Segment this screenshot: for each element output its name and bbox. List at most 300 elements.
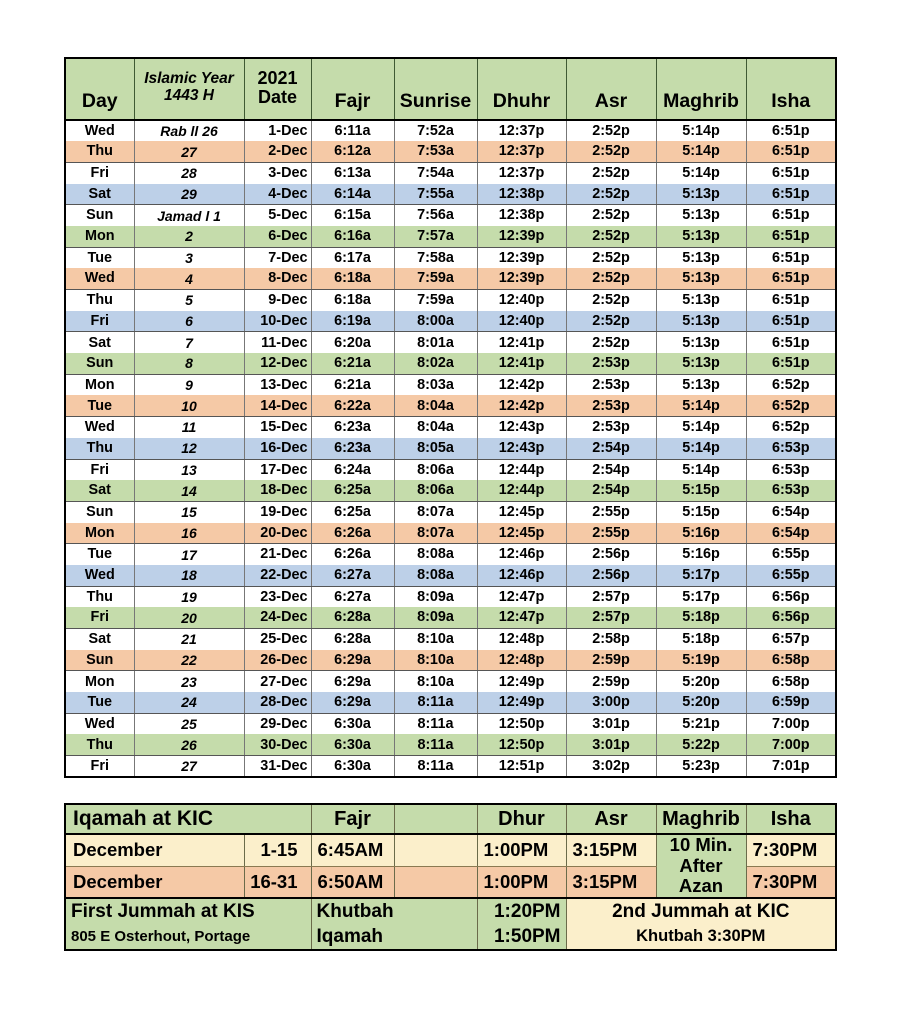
second-jummah-title: 2nd Jummah at KIC bbox=[566, 898, 836, 924]
cell-date: 30-Dec bbox=[244, 734, 311, 755]
table-row bbox=[65, 607, 836, 628]
cell-fajr: 6:28a bbox=[311, 607, 394, 628]
iqamah-fajr-2: 6:50AM bbox=[311, 866, 394, 898]
cell-isha: 7:00p bbox=[746, 734, 836, 755]
table-row bbox=[65, 565, 836, 586]
cell-dhuhr: 12:44p bbox=[477, 459, 566, 480]
cell-day: Mon bbox=[65, 671, 134, 692]
cell-maghrib: 5:14p bbox=[656, 120, 746, 141]
table-row bbox=[65, 692, 836, 713]
cell-maghrib: 5:22p bbox=[656, 734, 746, 755]
cell-sunrise: 8:11a bbox=[394, 756, 477, 777]
table-row bbox=[65, 205, 836, 226]
cell-sunrise: 8:00a bbox=[394, 311, 477, 332]
cell-hijri: 6 bbox=[134, 311, 244, 332]
cell-day: Mon bbox=[65, 374, 134, 395]
cell-day: Fri bbox=[65, 459, 134, 480]
cell-isha: 6:53p bbox=[746, 480, 836, 501]
iqamah-range-2: 16-31 bbox=[244, 866, 311, 898]
cell-isha: 6:55p bbox=[746, 565, 836, 586]
cell-sunrise: 7:54a bbox=[394, 162, 477, 183]
monthly-timetable-container bbox=[64, 57, 835, 778]
cell-fajr: 6:12a bbox=[311, 141, 394, 162]
islamic-header-line2: 1443 H bbox=[164, 87, 214, 104]
cell-sunrise: 7:52a bbox=[394, 120, 477, 141]
cell-day: Fri bbox=[65, 756, 134, 777]
cell-asr: 2:52p bbox=[566, 226, 656, 247]
cell-hijri: 5 bbox=[134, 290, 244, 311]
cell-date: 18-Dec bbox=[244, 480, 311, 501]
cell-maghrib: 5:16p bbox=[656, 523, 746, 544]
cell-dhuhr: 12:49p bbox=[477, 671, 566, 692]
cell-isha: 6:53p bbox=[746, 438, 836, 459]
date-header-line2: Date bbox=[257, 87, 297, 107]
cell-fajr: 6:18a bbox=[311, 290, 394, 311]
cell-sunrise: 8:10a bbox=[394, 629, 477, 650]
cell-dhuhr: 12:40p bbox=[477, 290, 566, 311]
cell-fajr: 6:21a bbox=[311, 374, 394, 395]
cell-sunrise: 8:01a bbox=[394, 332, 477, 353]
cell-asr: 2:52p bbox=[566, 120, 656, 141]
cell-date: 28-Dec bbox=[244, 692, 311, 713]
cell-fajr: 6:23a bbox=[311, 438, 394, 459]
cell-maghrib: 5:13p bbox=[656, 184, 746, 205]
cell-hijri: 15 bbox=[134, 501, 244, 522]
iqamah-header-maghrib: Maghrib bbox=[656, 804, 746, 834]
table-row bbox=[65, 650, 836, 671]
cell-dhuhr: 12:45p bbox=[477, 523, 566, 544]
cell-fajr: 6:18a bbox=[311, 268, 394, 289]
cell-asr: 2:57p bbox=[566, 607, 656, 628]
cell-dhuhr: 12:45p bbox=[477, 501, 566, 522]
cell-fajr: 6:20a bbox=[311, 332, 394, 353]
cell-dhuhr: 12:37p bbox=[477, 120, 566, 141]
cell-sunrise: 8:11a bbox=[394, 734, 477, 755]
cell-hijri: 7 bbox=[134, 332, 244, 353]
cell-maghrib: 5:13p bbox=[656, 311, 746, 332]
islamic-header-line1: Islamic Year bbox=[144, 70, 234, 88]
cell-fajr: 6:22a bbox=[311, 395, 394, 416]
table-row bbox=[65, 544, 836, 565]
iqamah-fajr-1: 6:45AM bbox=[311, 834, 394, 866]
cell-asr: 2:55p bbox=[566, 523, 656, 544]
cell-maghrib: 5:13p bbox=[656, 374, 746, 395]
cell-maghrib: 5:21p bbox=[656, 713, 746, 734]
cell-isha: 6:51p bbox=[746, 353, 836, 374]
iqamah-container bbox=[64, 803, 835, 951]
iqamah-spacer-2 bbox=[394, 866, 477, 898]
cell-sunrise: 8:08a bbox=[394, 565, 477, 586]
cell-fajr: 6:14a bbox=[311, 184, 394, 205]
table-row bbox=[65, 226, 836, 247]
column-header-maghrib: Maghrib bbox=[656, 58, 746, 120]
cell-isha: 6:51p bbox=[746, 184, 836, 205]
table-row bbox=[65, 417, 836, 438]
cell-sunrise: 7:53a bbox=[394, 141, 477, 162]
cell-fajr: 6:17a bbox=[311, 247, 394, 268]
maghrib-note-line2: After Azan bbox=[678, 854, 724, 897]
cell-hijri: 21 bbox=[134, 629, 244, 650]
cell-maghrib: 5:13p bbox=[656, 290, 746, 311]
cell-date: 10-Dec bbox=[244, 311, 311, 332]
cell-hijri: 11 bbox=[134, 417, 244, 438]
cell-maghrib: 5:14p bbox=[656, 141, 746, 162]
cell-sunrise: 8:05a bbox=[394, 438, 477, 459]
cell-day: Wed bbox=[65, 713, 134, 734]
cell-isha: 6:58p bbox=[746, 671, 836, 692]
cell-dhuhr: 12:43p bbox=[477, 417, 566, 438]
cell-day: Sun bbox=[65, 205, 134, 226]
cell-date: 9-Dec bbox=[244, 290, 311, 311]
cell-dhuhr: 12:42p bbox=[477, 374, 566, 395]
cell-hijri: 14 bbox=[134, 480, 244, 501]
cell-isha: 7:00p bbox=[746, 713, 836, 734]
cell-date: 26-Dec bbox=[244, 650, 311, 671]
iqamah-header-spacer bbox=[394, 804, 477, 834]
cell-dhuhr: 12:50p bbox=[477, 713, 566, 734]
cell-date: 4-Dec bbox=[244, 184, 311, 205]
jummah-row-bottom bbox=[65, 924, 836, 950]
cell-asr: 2:52p bbox=[566, 141, 656, 162]
cell-dhuhr: 12:38p bbox=[477, 184, 566, 205]
cell-dhuhr: 12:41p bbox=[477, 332, 566, 353]
cell-date: 1-Dec bbox=[244, 120, 311, 141]
cell-hijri: 4 bbox=[134, 268, 244, 289]
cell-maghrib: 5:17p bbox=[656, 565, 746, 586]
cell-hijri: 27 bbox=[134, 141, 244, 162]
cell-fajr: 6:30a bbox=[311, 734, 394, 755]
cell-fajr: 6:15a bbox=[311, 205, 394, 226]
table-row bbox=[65, 184, 836, 205]
table-row bbox=[65, 713, 836, 734]
cell-isha: 6:54p bbox=[746, 523, 836, 544]
table-row bbox=[65, 120, 836, 141]
cell-date: 14-Dec bbox=[244, 395, 311, 416]
cell-maghrib: 5:18p bbox=[656, 607, 746, 628]
cell-dhuhr: 12:50p bbox=[477, 734, 566, 755]
table-row bbox=[65, 374, 836, 395]
cell-sunrise: 8:06a bbox=[394, 480, 477, 501]
cell-day: Tue bbox=[65, 544, 134, 565]
table-row bbox=[65, 586, 836, 607]
cell-asr: 2:53p bbox=[566, 374, 656, 395]
cell-fajr: 6:25a bbox=[311, 480, 394, 501]
cell-hijri: 24 bbox=[134, 692, 244, 713]
cell-asr: 2:59p bbox=[566, 671, 656, 692]
cell-sunrise: 8:10a bbox=[394, 650, 477, 671]
cell-asr: 3:02p bbox=[566, 756, 656, 777]
cell-hijri: Jamad l 1 bbox=[134, 205, 244, 226]
cell-isha: 6:51p bbox=[746, 247, 836, 268]
table-row bbox=[65, 141, 836, 162]
cell-hijri: 8 bbox=[134, 353, 244, 374]
cell-day: Sun bbox=[65, 353, 134, 374]
cell-isha: 6:51p bbox=[746, 332, 836, 353]
iqamah-dhuhr-2: 1:00PM bbox=[477, 866, 566, 898]
cell-isha: 6:51p bbox=[746, 120, 836, 141]
table-row bbox=[65, 395, 836, 416]
cell-date: 5-Dec bbox=[244, 205, 311, 226]
cell-day: Wed bbox=[65, 268, 134, 289]
cell-sunrise: 7:59a bbox=[394, 268, 477, 289]
cell-maghrib: 5:23p bbox=[656, 756, 746, 777]
cell-date: 23-Dec bbox=[244, 586, 311, 607]
column-header-day: Day bbox=[65, 58, 134, 120]
cell-fajr: 6:28a bbox=[311, 629, 394, 650]
iqamah-asr-1: 3:15PM bbox=[566, 834, 656, 866]
cell-isha: 6:53p bbox=[746, 459, 836, 480]
cell-hijri: 28 bbox=[134, 162, 244, 183]
cell-date: 16-Dec bbox=[244, 438, 311, 459]
cell-hijri: 18 bbox=[134, 565, 244, 586]
cell-maghrib: 5:13p bbox=[656, 205, 746, 226]
cell-date: 29-Dec bbox=[244, 713, 311, 734]
cell-sunrise: 8:10a bbox=[394, 671, 477, 692]
cell-asr: 2:58p bbox=[566, 629, 656, 650]
cell-hijri: 23 bbox=[134, 671, 244, 692]
cell-fajr: 6:16a bbox=[311, 226, 394, 247]
first-jummah-iqamah-time: 1:50PM bbox=[477, 924, 566, 950]
cell-sunrise: 7:56a bbox=[394, 205, 477, 226]
first-jummah-khutbah-time: 1:20PM bbox=[477, 898, 566, 924]
iqamah-range-1: 1-15 bbox=[244, 834, 311, 866]
cell-dhuhr: 12:51p bbox=[477, 756, 566, 777]
maghrib-note-line1: 10 Min. bbox=[669, 834, 733, 855]
cell-asr: 2:53p bbox=[566, 353, 656, 374]
cell-hijri: 29 bbox=[134, 184, 244, 205]
cell-day: Fri bbox=[65, 607, 134, 628]
cell-maghrib: 5:19p bbox=[656, 650, 746, 671]
cell-fajr: 6:24a bbox=[311, 459, 394, 480]
cell-day: Tue bbox=[65, 395, 134, 416]
cell-sunrise: 7:55a bbox=[394, 184, 477, 205]
cell-fajr: 6:27a bbox=[311, 586, 394, 607]
cell-isha: 7:01p bbox=[746, 756, 836, 777]
cell-maghrib: 5:20p bbox=[656, 671, 746, 692]
cell-hijri: Rab ll 26 bbox=[134, 120, 244, 141]
cell-sunrise: 7:58a bbox=[394, 247, 477, 268]
column-header-fajr: Fajr bbox=[311, 58, 394, 120]
cell-asr: 2:59p bbox=[566, 650, 656, 671]
cell-day: Wed bbox=[65, 417, 134, 438]
cell-maghrib: 5:14p bbox=[656, 459, 746, 480]
cell-asr: 3:01p bbox=[566, 713, 656, 734]
cell-hijri: 25 bbox=[134, 713, 244, 734]
iqamah-isha-1: 7:30PM bbox=[746, 834, 836, 866]
table-row bbox=[65, 311, 836, 332]
cell-maghrib: 5:14p bbox=[656, 417, 746, 438]
cell-isha: 6:59p bbox=[746, 692, 836, 713]
first-jummah-iqamah-label: Iqamah bbox=[311, 924, 477, 950]
cell-hijri: 26 bbox=[134, 734, 244, 755]
iqamah-header-fajr: Fajr bbox=[311, 804, 394, 834]
cell-asr: 2:57p bbox=[566, 586, 656, 607]
table-row bbox=[65, 268, 836, 289]
cell-asr: 3:01p bbox=[566, 734, 656, 755]
cell-asr: 2:54p bbox=[566, 459, 656, 480]
cell-maghrib: 5:17p bbox=[656, 586, 746, 607]
cell-asr: 2:54p bbox=[566, 480, 656, 501]
cell-maghrib: 5:13p bbox=[656, 353, 746, 374]
cell-asr: 2:52p bbox=[566, 268, 656, 289]
cell-sunrise: 8:11a bbox=[394, 713, 477, 734]
cell-sunrise: 8:06a bbox=[394, 459, 477, 480]
cell-date: 13-Dec bbox=[244, 374, 311, 395]
cell-isha: 6:51p bbox=[746, 290, 836, 311]
cell-isha: 6:51p bbox=[746, 205, 836, 226]
cell-asr: 2:53p bbox=[566, 395, 656, 416]
cell-date: 2-Dec bbox=[244, 141, 311, 162]
cell-maghrib: 5:14p bbox=[656, 162, 746, 183]
cell-dhuhr: 12:44p bbox=[477, 480, 566, 501]
cell-date: 11-Dec bbox=[244, 332, 311, 353]
cell-isha: 6:56p bbox=[746, 586, 836, 607]
cell-isha: 6:56p bbox=[746, 607, 836, 628]
cell-day: Tue bbox=[65, 247, 134, 268]
cell-day: Sat bbox=[65, 480, 134, 501]
first-jummah-address: 805 E Osterhout, Portage bbox=[65, 924, 311, 950]
cell-fajr: 6:26a bbox=[311, 523, 394, 544]
cell-sunrise: 8:07a bbox=[394, 501, 477, 522]
cell-date: 7-Dec bbox=[244, 247, 311, 268]
cell-dhuhr: 12:43p bbox=[477, 438, 566, 459]
iqamah-table bbox=[64, 803, 837, 951]
cell-isha: 6:52p bbox=[746, 395, 836, 416]
cell-isha: 6:51p bbox=[746, 268, 836, 289]
cell-maghrib: 5:16p bbox=[656, 544, 746, 565]
table-row bbox=[65, 480, 836, 501]
cell-fajr: 6:19a bbox=[311, 311, 394, 332]
table-row bbox=[65, 734, 836, 755]
cell-fajr: 6:11a bbox=[311, 120, 394, 141]
iqamah-header-isha: Isha bbox=[746, 804, 836, 834]
cell-sunrise: 7:59a bbox=[394, 290, 477, 311]
iqamah-asr-2: 3:15PM bbox=[566, 866, 656, 898]
cell-date: 12-Dec bbox=[244, 353, 311, 374]
table-row bbox=[65, 353, 836, 374]
cell-date: 31-Dec bbox=[244, 756, 311, 777]
cell-maghrib: 5:15p bbox=[656, 480, 746, 501]
iqamah-spacer-1 bbox=[394, 834, 477, 866]
cell-fajr: 6:30a bbox=[311, 756, 394, 777]
cell-day: Mon bbox=[65, 523, 134, 544]
cell-asr: 2:52p bbox=[566, 247, 656, 268]
cell-maghrib: 5:13p bbox=[656, 226, 746, 247]
iqamah-isha-2: 7:30PM bbox=[746, 866, 836, 898]
cell-date: 25-Dec bbox=[244, 629, 311, 650]
cell-day: Sat bbox=[65, 184, 134, 205]
cell-hijri: 16 bbox=[134, 523, 244, 544]
cell-fajr: 6:26a bbox=[311, 544, 394, 565]
cell-fajr: 6:13a bbox=[311, 162, 394, 183]
cell-asr: 2:56p bbox=[566, 544, 656, 565]
cell-dhuhr: 12:46p bbox=[477, 544, 566, 565]
cell-dhuhr: 12:40p bbox=[477, 311, 566, 332]
cell-sunrise: 8:09a bbox=[394, 586, 477, 607]
iqamah-month-1: December bbox=[65, 834, 244, 866]
table-row bbox=[65, 247, 836, 268]
cell-maghrib: 5:14p bbox=[656, 438, 746, 459]
table-row bbox=[65, 290, 836, 311]
cell-dhuhr: 12:37p bbox=[477, 162, 566, 183]
cell-maghrib: 5:13p bbox=[656, 332, 746, 353]
iqamah-maghrib-note bbox=[656, 834, 746, 898]
cell-date: 15-Dec bbox=[244, 417, 311, 438]
cell-asr: 2:52p bbox=[566, 311, 656, 332]
table-row bbox=[65, 756, 836, 777]
column-header-islamic-date bbox=[134, 58, 244, 120]
cell-dhuhr: 12:47p bbox=[477, 607, 566, 628]
iqamah-header-row bbox=[65, 804, 836, 834]
table-header-row bbox=[65, 58, 836, 120]
cell-isha: 6:52p bbox=[746, 374, 836, 395]
cell-isha: 6:55p bbox=[746, 544, 836, 565]
cell-dhuhr: 12:48p bbox=[477, 650, 566, 671]
cell-fajr: 6:30a bbox=[311, 713, 394, 734]
cell-sunrise: 8:09a bbox=[394, 607, 477, 628]
table-row bbox=[65, 162, 836, 183]
cell-hijri: 20 bbox=[134, 607, 244, 628]
cell-date: 8-Dec bbox=[244, 268, 311, 289]
cell-fajr: 6:29a bbox=[311, 650, 394, 671]
cell-date: 19-Dec bbox=[244, 501, 311, 522]
cell-maghrib: 5:13p bbox=[656, 268, 746, 289]
cell-sunrise: 8:02a bbox=[394, 353, 477, 374]
cell-dhuhr: 12:39p bbox=[477, 247, 566, 268]
cell-sunrise: 8:03a bbox=[394, 374, 477, 395]
cell-hijri: 19 bbox=[134, 586, 244, 607]
cell-isha: 6:51p bbox=[746, 141, 836, 162]
iqamah-dhuhr-1: 1:00PM bbox=[477, 834, 566, 866]
table-row bbox=[65, 629, 836, 650]
cell-maghrib: 5:13p bbox=[656, 247, 746, 268]
cell-hijri: 17 bbox=[134, 544, 244, 565]
cell-dhuhr: 12:41p bbox=[477, 353, 566, 374]
cell-hijri: 9 bbox=[134, 374, 244, 395]
cell-date: 24-Dec bbox=[244, 607, 311, 628]
cell-day: Tue bbox=[65, 692, 134, 713]
iqamah-row-first-half bbox=[65, 834, 836, 866]
cell-maghrib: 5:15p bbox=[656, 501, 746, 522]
cell-sunrise: 7:57a bbox=[394, 226, 477, 247]
first-jummah-title: First Jummah at KIS bbox=[65, 898, 311, 924]
cell-asr: 2:56p bbox=[566, 565, 656, 586]
cell-sunrise: 8:08a bbox=[394, 544, 477, 565]
cell-day: Thu bbox=[65, 290, 134, 311]
second-jummah-detail: Khutbah 3:30PM bbox=[566, 924, 836, 950]
column-header-sunrise: Sunrise bbox=[394, 58, 477, 120]
iqamah-header-asr: Asr bbox=[566, 804, 656, 834]
cell-fajr: 6:21a bbox=[311, 353, 394, 374]
column-header-gregorian-date bbox=[244, 58, 311, 120]
cell-date: 22-Dec bbox=[244, 565, 311, 586]
cell-asr: 2:53p bbox=[566, 417, 656, 438]
cell-asr: 2:52p bbox=[566, 205, 656, 226]
cell-day: Sat bbox=[65, 332, 134, 353]
table-row bbox=[65, 671, 836, 692]
cell-asr: 2:55p bbox=[566, 501, 656, 522]
first-jummah-khutbah-label: Khutbah bbox=[311, 898, 477, 924]
cell-hijri: 3 bbox=[134, 247, 244, 268]
cell-day: Thu bbox=[65, 734, 134, 755]
cell-maghrib: 5:20p bbox=[656, 692, 746, 713]
cell-isha: 6:58p bbox=[746, 650, 836, 671]
cell-day: Thu bbox=[65, 438, 134, 459]
iqamah-title: Iqamah at KIC bbox=[65, 804, 311, 834]
jummah-row-top bbox=[65, 898, 836, 924]
column-header-asr: Asr bbox=[566, 58, 656, 120]
cell-dhuhr: 12:39p bbox=[477, 226, 566, 247]
